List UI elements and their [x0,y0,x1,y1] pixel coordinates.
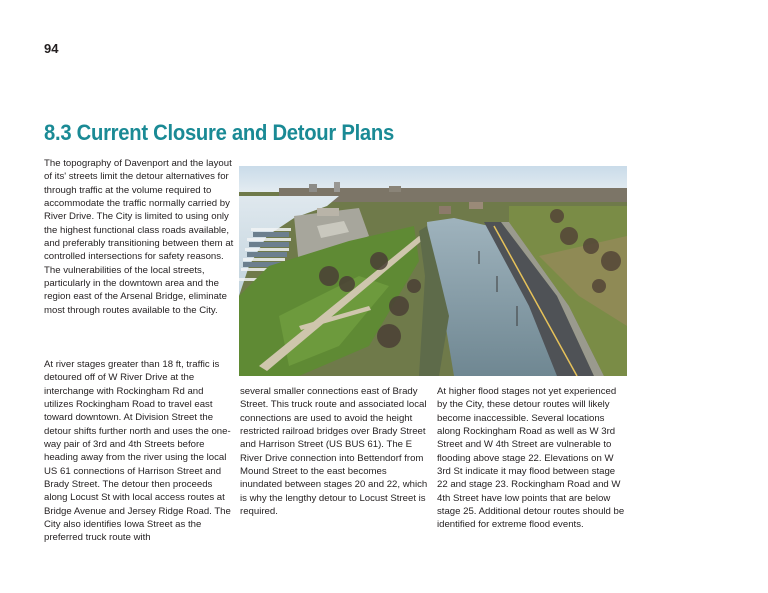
paragraph-detour-routes-continued: several smaller connections east of Brady Street. This truck route and associated local connections are used to avoid the height restricted railroad bridges over Brady Street and Harrison Street (US BUS 61). The E River Drive connection into Bettendorf from Mound Street to the east becomes inundated between stages 20 and 22, which is why the lengthy detour to Locust Street is required. [240,386,428,518]
column-1-top [44,157,234,317]
page-number: 94 [44,41,59,56]
paragraph-detour-routes: At river stages greater than 18 ft, traffic is detoured off of W River Drive at the interchange with Rockingham Rd and utilizes Rockingham Road to travel east toward downtown. At Division Street the detour shifts further north and uses the one-way pair of 3rd and 4th Streets before heading away from the river using the local US 61 connections of Harrison Street and Brady Street. The detour then proceeds along Locust St with local access routes at Bridge Avenue and Jersey Ridge Road. The City also identifies Iowa Street as the preferred truck route with [44,359,231,544]
section-heading: 8.3 Current Closure and Detour Plans [44,120,394,145]
paragraph-topography: The topography of Davenport and the layout of its' streets limit the detour alternatives for through traffic at the volume required to accommodate the traffic normally carried by River Drive. The City is limited to using only the highest functional class roads available, and preferably transitioning between them at controlled intersections for safety reasons. The vulnerabilities of the local streets, particularly in the downtown area and the region east of the Arsenal Bridge, eliminate most through routes available to the City. [44,158,234,316]
column-1-bottom [44,358,234,545]
paragraph-higher-flood-stages: At higher flood stages not yet experienced by the City, these detour routes will likely become inaccessible. Several locations along Rockingham Road as well as W 3rd Street and W 4th Street are vulnerable to flooding above stage 22. Elevations on W 3rd St indicate it may flood between stage 22 and stage 23. Rockingham Road and W 4th Street have low points that are below stage 25. Additional detour routes should be identified for extreme flood events. [437,386,625,531]
aerial-flood-photo [239,166,627,376]
column-2 [240,385,428,518]
column-3 [437,385,627,532]
